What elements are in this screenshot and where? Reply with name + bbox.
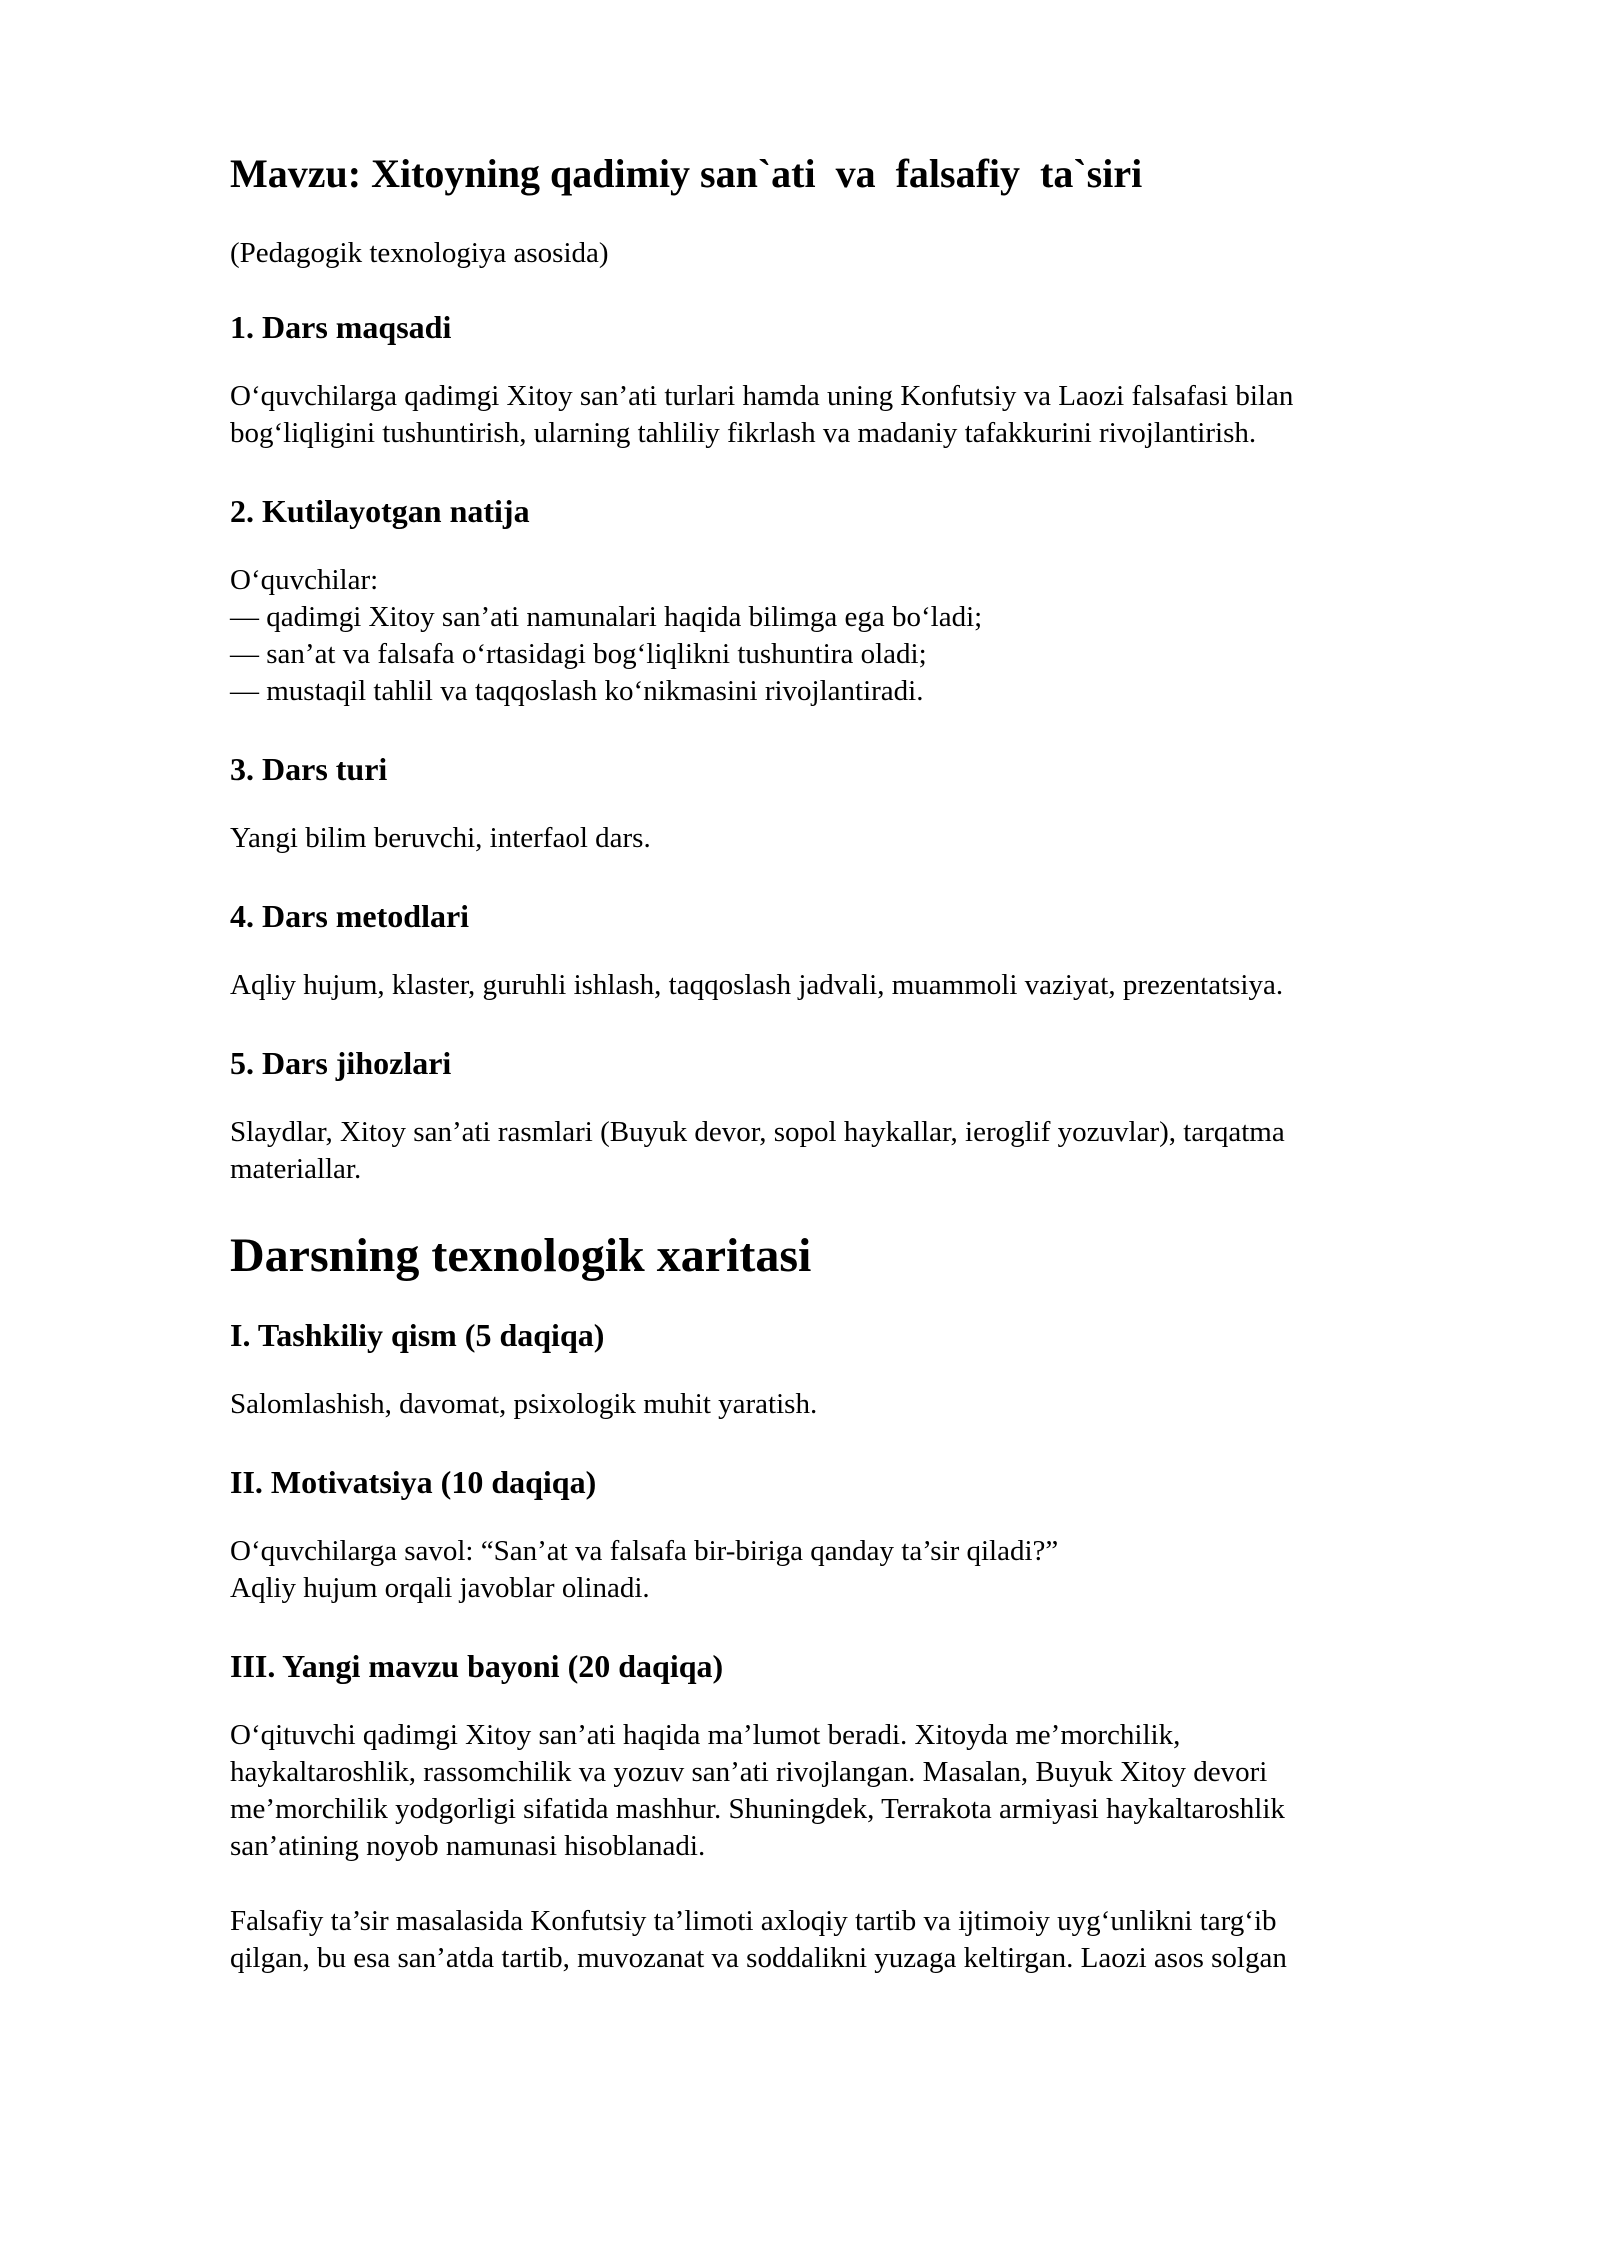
stage-heading-tashkiliy: I. Tashkiliy qism (5 daqiqa): [230, 1317, 605, 1353]
text-line: O‘quvchilarga savol: “San’at va falsafa bir-biriga qanday ta’sir qiladi?”: [230, 1535, 1059, 1567]
text-line: materiallar.: [230, 1153, 362, 1185]
stage-text-yangi-mavzu-1: [230, 1717, 1430, 1865]
list-item: — san’at va falsafa o‘rtasidagi bog‘liqlikni tushuntira oladi;: [230, 638, 927, 670]
text-line: me’morchilik yodgorligi sifatida mashhur. Shuningdek, Terrakota armiyasi haykaltaroshlik: [230, 1793, 1285, 1825]
text-line: O‘qituvchi qadimgi Xitoy san’ati haqida ma’lumot beradi. Xitoyda me’morchilik,: [230, 1719, 1181, 1751]
text-line: O‘quvchilar:: [230, 564, 379, 596]
text-line: Aqliy hujum orqali javoblar olinadi.: [230, 1572, 650, 1604]
section-text-jihozlari: [230, 1114, 1430, 1188]
stage-text-tashkiliy: [230, 1386, 1430, 1423]
text-line: Yangi bilim beruvchi, interfaol dars.: [230, 822, 651, 854]
text-line: Slaydlar, Xitoy san’ati rasmlari (Buyuk devor, sopol haykallar, ieroglif yozuvlar), tarqatma: [230, 1116, 1285, 1148]
text-line: bog‘liqligini tushuntirish, ularning tahliliy fikrlash va madaniy tafakkurini rivojlantirish.: [230, 417, 1257, 449]
stage-heading-motivatsiya: II. Motivatsiya (10 daqiqa): [230, 1464, 597, 1500]
section-heading-metodlari: 4. Dars metodlari: [230, 898, 470, 934]
map-heading: Darsning texnologik xaritasi: [230, 1229, 812, 1282]
section-text-metodlari: [230, 967, 1430, 1004]
section-text-natija: [230, 562, 1430, 710]
text-line: Aqliy hujum, klaster, guruhli ishlash, taqqoslash jadvali, muammoli vaziyat, prezentatsiya.: [230, 969, 1284, 1001]
text-line: haykaltaroshlik, rassomchilik va yozuv san’ati rivojlangan. Masalan, Buyuk Xitoy devori: [230, 1756, 1268, 1788]
text-line: san’atining noyob namunasi hisoblanadi.: [230, 1830, 706, 1862]
text-line: Falsafiy ta’sir masalasida Konfutsiy ta’limoti axloqiy tartib va ijtimoiy uyg‘unlikni targ‘ib: [230, 1905, 1277, 1937]
section-heading-natija: 2. Kutilayotgan natija: [230, 493, 530, 529]
section-heading-maqsad: 1. Dars maqsadi: [230, 309, 452, 345]
text-line: qilgan, bu esa san’atda tartib, muvozanat va soddalikni yuzaga keltirgan. Laozi asos solgan: [230, 1942, 1287, 1974]
list-item: — mustaqil tahlil va taqqoslash ko‘nikmasini rivojlantiradi.: [230, 675, 924, 707]
text-line: O‘quvchilarga qadimgi Xitoy san’ati turlari hamda uning Konfutsiy va Laozi falsafasi bilan: [230, 380, 1294, 412]
document-subtitle: (Pedagogik texnologiya asosida): [230, 237, 609, 269]
document-title: Mavzu: Xitoyning qadimiy san`ati va falsafiy ta`siri: [230, 151, 1143, 196]
section-text-maqsad: [230, 378, 1430, 452]
section-heading-turi: 3. Dars turi: [230, 751, 388, 787]
stage-heading-yangi-mavzu: III. Yangi mavzu bayoni (20 daqiqa): [230, 1648, 724, 1684]
section-heading-jihozlari: 5. Dars jihozlari: [230, 1045, 452, 1081]
text-line: Salomlashish, davomat, psixologik muhit yaratish.: [230, 1388, 818, 1420]
document-page: [230, 148, 1430, 2015]
stage-text-yangi-mavzu-2: [230, 1903, 1430, 1977]
list-item: — qadimgi Xitoy san’ati namunalari haqida bilimga ega bo‘ladi;: [230, 601, 983, 633]
stage-text-motivatsiya: [230, 1533, 1430, 1607]
section-text-turi: [230, 820, 1430, 857]
